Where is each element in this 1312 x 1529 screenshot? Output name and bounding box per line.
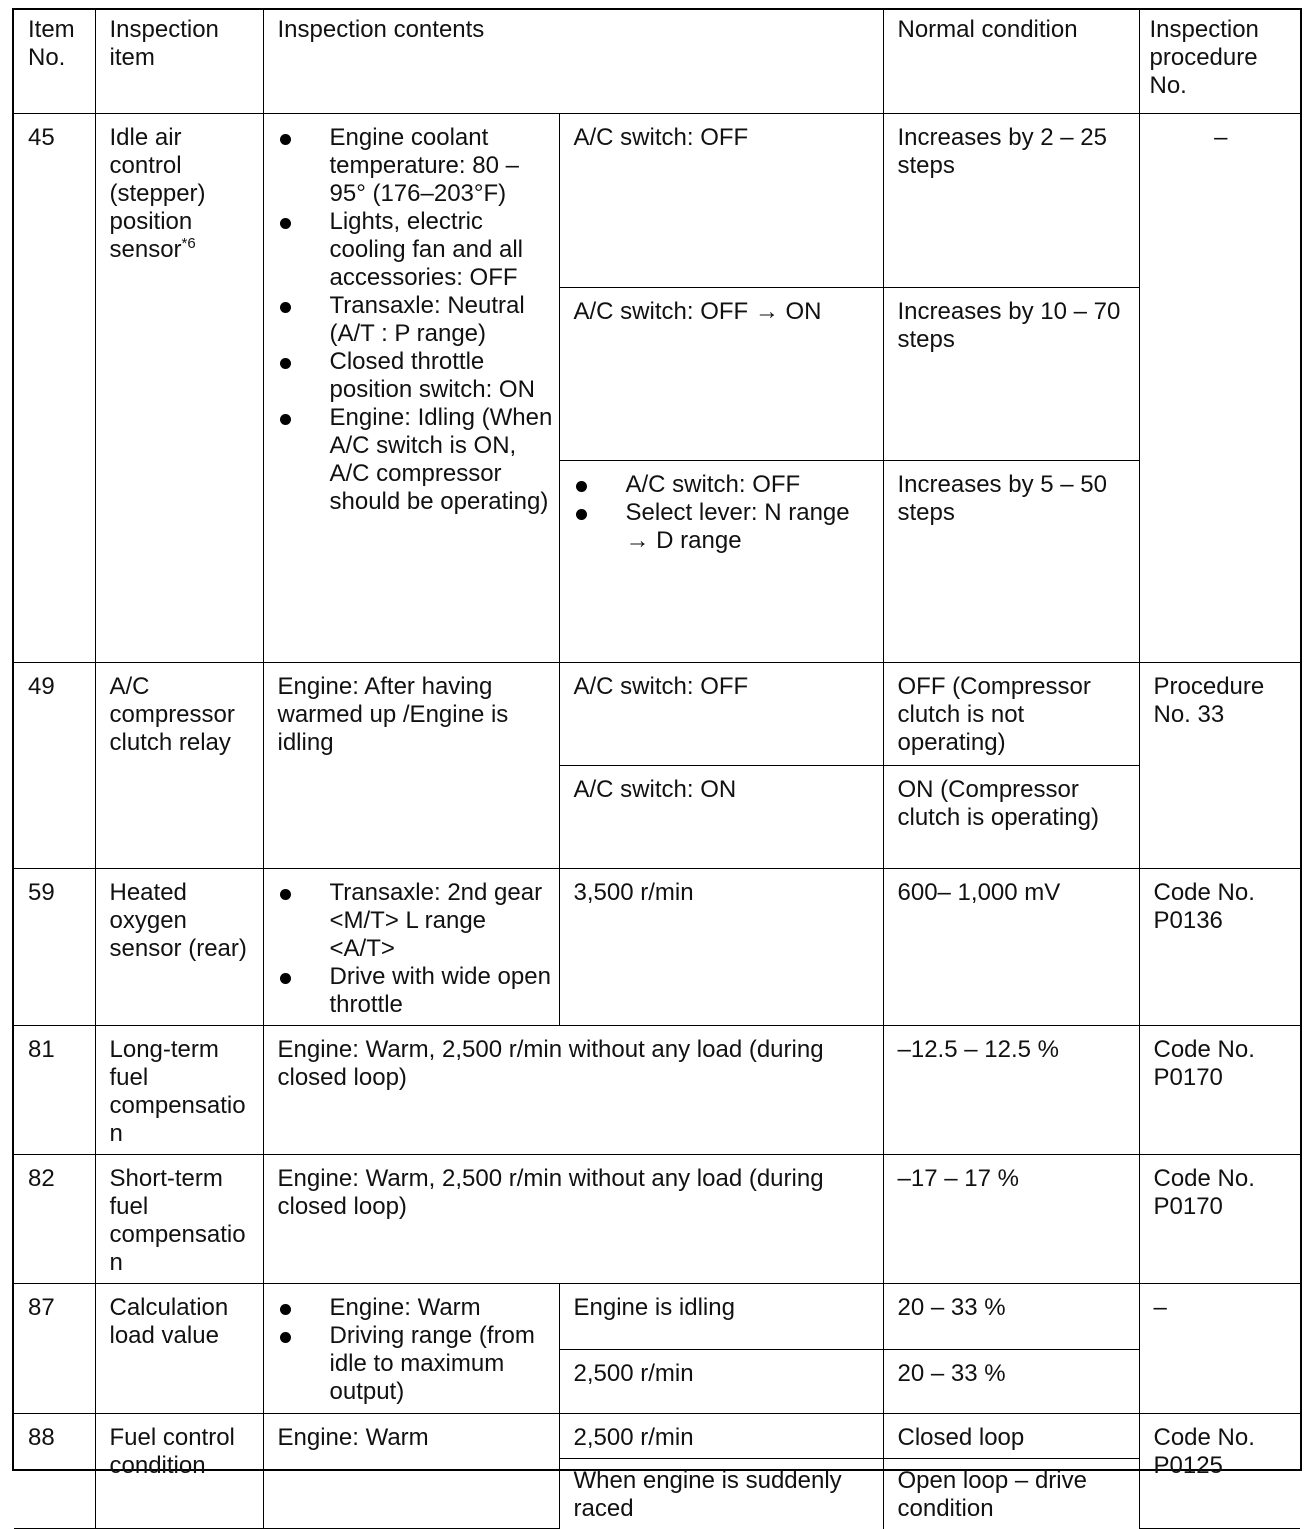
footnote-marker: *6 (181, 234, 196, 252)
condition-item: Select lever: N range → D range (570, 499, 877, 555)
inspection-table-frame (12, 8, 1302, 1522)
condition-item: Engine coolant temperature: 80 – 95° (176–203°F) (274, 124, 553, 208)
conditions-list (274, 879, 553, 1019)
inspection-item-82: Short-term fuel compensation (95, 1154, 263, 1283)
sub-condition-87-2: 2,500 r/min (559, 1349, 883, 1413)
header-normal-condition: Normal condition (883, 10, 1139, 113)
condition-item: Engine: Idling (When A/C switch is ON, A/C compressor should be operating) (274, 404, 553, 516)
header-item-no: Item No. (14, 10, 95, 113)
procedure-no-88: Code No. P0125 (1139, 1413, 1300, 1529)
header-procedure-no: Inspection procedure No. (1139, 10, 1300, 113)
sub-condition-49-2: A/C switch: ON (559, 765, 883, 868)
procedure-no-82: Code No. P0170 (1139, 1154, 1300, 1283)
item-no-87: 87 (14, 1283, 95, 1413)
conditions-87 (263, 1283, 559, 1413)
conditions-59 (263, 868, 559, 1025)
normal-condition-82: –17 – 17 % (883, 1154, 1139, 1283)
condition-item: Drive with wide open throttle (274, 963, 553, 1019)
table-row (14, 1154, 1300, 1283)
table-row (14, 1025, 1300, 1154)
inspection-item-59: Heated oxygen sensor (rear) (95, 868, 263, 1025)
conditions-88: Engine: Warm (263, 1413, 559, 1529)
table-row (14, 868, 1300, 1025)
inspection-item-87: Calculation load value (95, 1283, 263, 1413)
procedure-no-49: Procedure No. 33 (1139, 662, 1300, 868)
table-row (14, 662, 1300, 765)
normal-condition-49-1: OFF (Compressor clutch is not operating) (883, 662, 1139, 765)
normal-condition-88-1: Closed loop (883, 1413, 1139, 1458)
inspection-item-45 (95, 113, 263, 662)
item-no-82: 82 (14, 1154, 95, 1283)
inspection-item-49: A/C compressor clutch relay (95, 662, 263, 868)
procedure-no-59: Code No. P0136 (1139, 868, 1300, 1025)
conditions-81: Engine: Warm, 2,500 r/min without any load (during closed loop) (263, 1025, 883, 1154)
item-no-45: 45 (14, 113, 95, 662)
conditions-list (274, 1294, 553, 1406)
normal-condition-45-1: Increases by 2 – 25 steps (883, 113, 1139, 287)
sub-conditions-list (570, 471, 877, 555)
condition-item: Lights, electric cooling fan and all accessories: OFF (274, 208, 553, 292)
header-inspection-item: Inspection item (95, 10, 263, 113)
item-no-49: 49 (14, 662, 95, 868)
inspection-table (14, 10, 1300, 1529)
sub-condition-59: 3,500 r/min (559, 868, 883, 1025)
table-row (14, 1283, 1300, 1349)
procedure-no-45: – (1139, 113, 1300, 662)
inspection-item-88: Fuel control condition (95, 1413, 263, 1529)
header-inspection-contents: Inspection contents (263, 10, 883, 113)
conditions-49: Engine: After having warmed up /Engine is idling (263, 662, 559, 868)
normal-condition-45-2: Increases by 10 – 70 steps (883, 287, 1139, 460)
procedure-no-87: – (1139, 1283, 1300, 1413)
header-row (14, 10, 1300, 113)
procedure-no-81: Code No. P0170 (1139, 1025, 1300, 1154)
normal-condition-87-1: 20 – 33 % (883, 1283, 1139, 1349)
condition-item: Transaxle: 2nd gear <M/T> L range <A/T> (274, 879, 553, 963)
normal-condition-59: 600– 1,000 mV (883, 868, 1139, 1025)
table-row (14, 1413, 1300, 1458)
item-no-81: 81 (14, 1025, 95, 1154)
condition-item: Closed throttle position switch: ON (274, 348, 553, 404)
normal-condition-87-2: 20 – 33 % (883, 1349, 1139, 1413)
condition-item: Driving range (from idle to maximum output) (274, 1322, 553, 1406)
condition-item: A/C switch: OFF (570, 471, 877, 499)
sub-condition-88-2: When engine is suddenly raced (559, 1458, 883, 1529)
normal-condition-81: –12.5 – 12.5 % (883, 1025, 1139, 1154)
inspection-item-45-text: Idle air control (stepper) position sensor (109, 123, 206, 263)
sub-condition-88-1: 2,500 r/min (559, 1413, 883, 1458)
normal-condition-49-2: ON (Compressor clutch is operating) (883, 765, 1139, 868)
item-no-88: 88 (14, 1413, 95, 1529)
conditions-82: Engine: Warm, 2,500 r/min without any load (during closed loop) (263, 1154, 883, 1283)
sub-condition-49-1: A/C switch: OFF (559, 662, 883, 765)
condition-item: Transaxle: Neutral (A/T : P range) (274, 292, 553, 348)
item-no-59: 59 (14, 868, 95, 1025)
sub-condition-87-1: Engine is idling (559, 1283, 883, 1349)
inspection-item-81: Long-term fuel compensation (95, 1025, 263, 1154)
conditions-list (274, 124, 553, 516)
condition-item: Engine: Warm (274, 1294, 553, 1322)
table-row (14, 113, 1300, 287)
normal-condition-88-2: Open loop – drive condition (883, 1458, 1139, 1529)
sub-condition-45-2: A/C switch: OFF → ON (559, 287, 883, 460)
normal-condition-45-3: Increases by 5 – 50 steps (883, 460, 1139, 662)
sub-condition-45-1: A/C switch: OFF (559, 113, 883, 287)
sub-condition-45-3 (559, 460, 883, 662)
conditions-45 (263, 113, 559, 662)
